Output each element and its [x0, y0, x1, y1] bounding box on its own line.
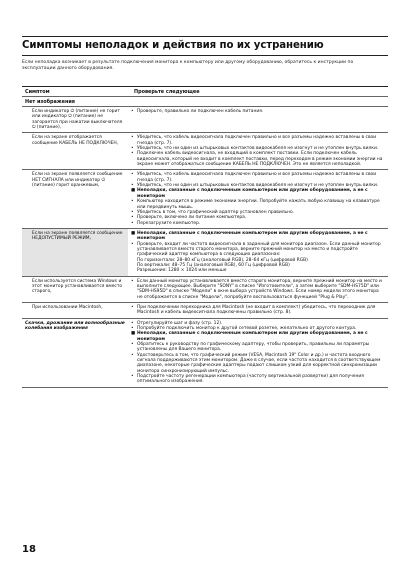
troubleshooting-table — [22, 86, 388, 388]
check-item — [131, 374, 384, 385]
check-item — [131, 279, 384, 300]
bullet-icon: • — [131, 183, 134, 189]
bullet-icon: • — [131, 278, 134, 284]
check-column-header: Проверьте следующее — [134, 89, 200, 95]
check-item — [131, 199, 384, 210]
check-item-text: Проверьте, входит ли частота видеосигнала в заданный для монитора диапазон. Если данный монитор устанавливается вместо старого монитора, верните прежний монитор на место и подстройте графический адаптер компьютера в следующих диапазонах: — [137, 241, 381, 258]
bullet-icon: • — [131, 220, 134, 226]
check-item-text: По горизонтали: 28–80 кГц (аналоговый RGB), 28–64 кГц (цифровой RGB) — [137, 257, 308, 263]
symptom-cell: Если на экране появляется сообщение НЕДОПУСТИМЫЙ РЕЖИМ, — [22, 229, 128, 276]
check-item — [131, 231, 384, 242]
bullet-icon: • — [131, 146, 134, 152]
check-item — [131, 342, 384, 353]
symptom-cell: Если на экране отображается сообщение КАБЕЛЬ НЕ ПОДКЛЮЧЕН, — [32, 135, 119, 146]
check-item-text: Убедитесь в том, что графический адаптер установлен правильно. — [137, 209, 295, 215]
check-item — [131, 331, 384, 342]
symptom-cell: Скачки, дрожание или волнообразные колебания изображения — [25, 320, 125, 332]
check-cell — [128, 107, 388, 132]
bullet-icon: • — [131, 374, 134, 380]
check-item-text: Убедитесь, что ни один из штырьковых контактов видеокабеля не изогнут и не утоплен внутрь вилки. — [137, 183, 379, 189]
check-item-text: Проверьте, правильно ли подключен кабель питания. — [137, 109, 264, 114]
check-item-text: Подключен кабель видеосигнала, не входящий в комплект поставки. Если подключен кабель видеосигнала, который не входит в комплект поставки, перед переходом в режим экономии энергии на экране может отображаться сообщение КАБЕЛЬ НЕ ПОДКЛЮЧЕН. Это не является неполадкой. — [137, 151, 383, 168]
check-item — [131, 353, 384, 374]
bullet-icon: • — [131, 326, 134, 332]
bullet-icon: • — [131, 241, 134, 247]
check-item — [131, 305, 384, 316]
check-item — [131, 188, 384, 199]
check-cell — [128, 319, 388, 387]
check-item — [131, 151, 384, 167]
bullet-icon: • — [131, 135, 134, 141]
bullet-icon: • — [131, 342, 134, 348]
check-cell — [128, 303, 388, 318]
check-item-text: Проверьте, включено ли питание компьютера. — [137, 215, 247, 221]
title-rule — [22, 55, 388, 56]
check-item-text: Убедитесь, что кабель видеосигнала подключен правильно и все разъемы надежно вставлены в свои гнезда (стр. 7). — [137, 172, 377, 183]
page-title: Симптомы неполадок и действия по их устранению — [22, 40, 324, 51]
square-bullet-icon: ■ — [131, 188, 136, 194]
check-item-text: Обратитесь к руководству по графическому адаптеру, чтобы проверить, правильны ли параметры установлены для Вашего монитора. — [137, 342, 370, 353]
bullet-icon: • — [131, 352, 134, 358]
section-no-image: Нет изображения — [22, 97, 388, 107]
symptom-cell: При использовании Macintosh, — [32, 305, 103, 310]
table-row — [22, 170, 388, 228]
check-item — [131, 135, 384, 146]
table-row — [22, 133, 388, 170]
check-item-text: Разрешение: 1280 × 1024 или меньше — [137, 268, 227, 274]
table-row — [22, 303, 388, 319]
check-item — [131, 242, 384, 258]
check-cell — [128, 277, 388, 302]
page-number: 18 — [22, 544, 36, 555]
check-item-text: Если данный монитор устанавливается вместо старого монитора, верните прежний монитор на место и выполните следующее. Выберите "SONY" в списке "Изготовители", а затем выберите "SDM-HS75D" или "SDM-HS95D" в списке "Модели" в окне выбора устройств Windows. Если номер модели этого монитора не отображается в списке "Модели", попробуйте воспользоваться функцией "Plug & Play". — [137, 278, 382, 300]
check-item-text: Убедитесь, что кабель видеосигнала подключен правильно и все разъемы надежно вставлены в свои гнезда (стр. 7). — [137, 135, 377, 146]
check-item-text: Удостоверьтесь в том, что графический режим (VESA, Macintosh 19" Color и др.) и частота входного сигнала поддерживаются этим монитором. Даже в случае, если частота находится в соответствующем диапазоне, некоторые графические адаптеры подают слишком узкий для корректной синхронизации монитора синхронизирующий импульс. — [137, 352, 381, 374]
check-item-text: Отрегулируйте шаг и фазу (стр. 12). — [137, 320, 223, 326]
check-cell — [128, 229, 388, 276]
top-rule — [22, 36, 388, 37]
square-bullet-icon: ■ — [131, 331, 136, 337]
bullet-icon: • — [131, 109, 134, 114]
check-cell — [128, 133, 388, 169]
check-item — [131, 109, 384, 114]
check-item-text: Подстройте частоту регенерации компьютера (частоту вертикальной развертки) для получения оптимального изображения. — [137, 374, 364, 385]
check-item-text: Неполадки, связанные с подключенным компьютером или другим оборудованием, а не с монитором — [137, 230, 368, 242]
table-row — [22, 319, 388, 388]
bullet-icon: • — [131, 305, 134, 310]
table-row — [22, 229, 388, 277]
check-item-text: Компьютер находится в режиме экономии энергии. Попробуйте нажать любую клавишу на клавиатуре или передвинуть мышь. — [137, 199, 380, 210]
check-item — [131, 172, 384, 183]
check-item — [131, 268, 384, 273]
symptom-cell: Если на экране появляется сообщение НЕТ СИГНАЛА или индикатор ⏻ (питание) горит оранжевым, — [32, 172, 123, 189]
check-item-text: Неполадки, связанные с подключенным компьютером или другим оборудованием, а не с монитором — [137, 331, 368, 342]
check-item — [131, 221, 384, 226]
symptom-cell: Если индикатор ⏻ (питание) не горит или индикатор ⏻ (питание) не загорается при нажатии выключателя ⏻ (питание), — [32, 109, 123, 131]
intro-text: Если неполадка возникает в результате подключения монитора к компьютеру или другому оборудованию, обратитесь к инструкции по эксплуатации данного оборудования. — [22, 60, 354, 72]
symptom-column-header: Симптом — [25, 89, 50, 95]
table-row — [22, 107, 388, 133]
check-item-text: По вертикали: 48–75 Гц (аналоговый RGB), 60 Гц (цифровой RGB) — [137, 262, 290, 268]
check-item-text: Перезагрузите компьютер. — [137, 220, 201, 226]
bullet-icon: • — [131, 172, 134, 178]
bullet-icon: • — [131, 215, 134, 221]
bullet-icon: • — [131, 151, 134, 157]
table-rows — [22, 107, 388, 388]
table-header — [22, 87, 388, 97]
check-item-text: Попробуйте подключить монитор к другой сетевой розетке, желательно от другого контура. — [137, 326, 357, 332]
bullet-icon: • — [131, 209, 134, 215]
table-row — [22, 277, 388, 303]
check-cell — [128, 170, 388, 227]
square-bullet-icon: ■ — [131, 230, 136, 236]
symptom-cell: Если используется система Windows и этот монитор устанавливается вместо старого, — [32, 278, 123, 295]
bullet-icon: • — [131, 199, 134, 205]
check-item-text: Неполадки, связанные с подключенным компьютером или другим оборудованием, а не с монитором — [137, 188, 368, 199]
check-item-text: Убедитесь, что ни один из штырьковых контактов видеокабеля не изогнут и не утоплен внутрь вилки. — [137, 146, 379, 152]
bullet-icon: • — [131, 320, 134, 326]
check-item-text: При подключении переходника для Macintosh (не входит в комплект) убедитесь, что переходник для Macintosh и кабель видеосигнала подключены правильно (стр. 8). — [137, 305, 376, 316]
